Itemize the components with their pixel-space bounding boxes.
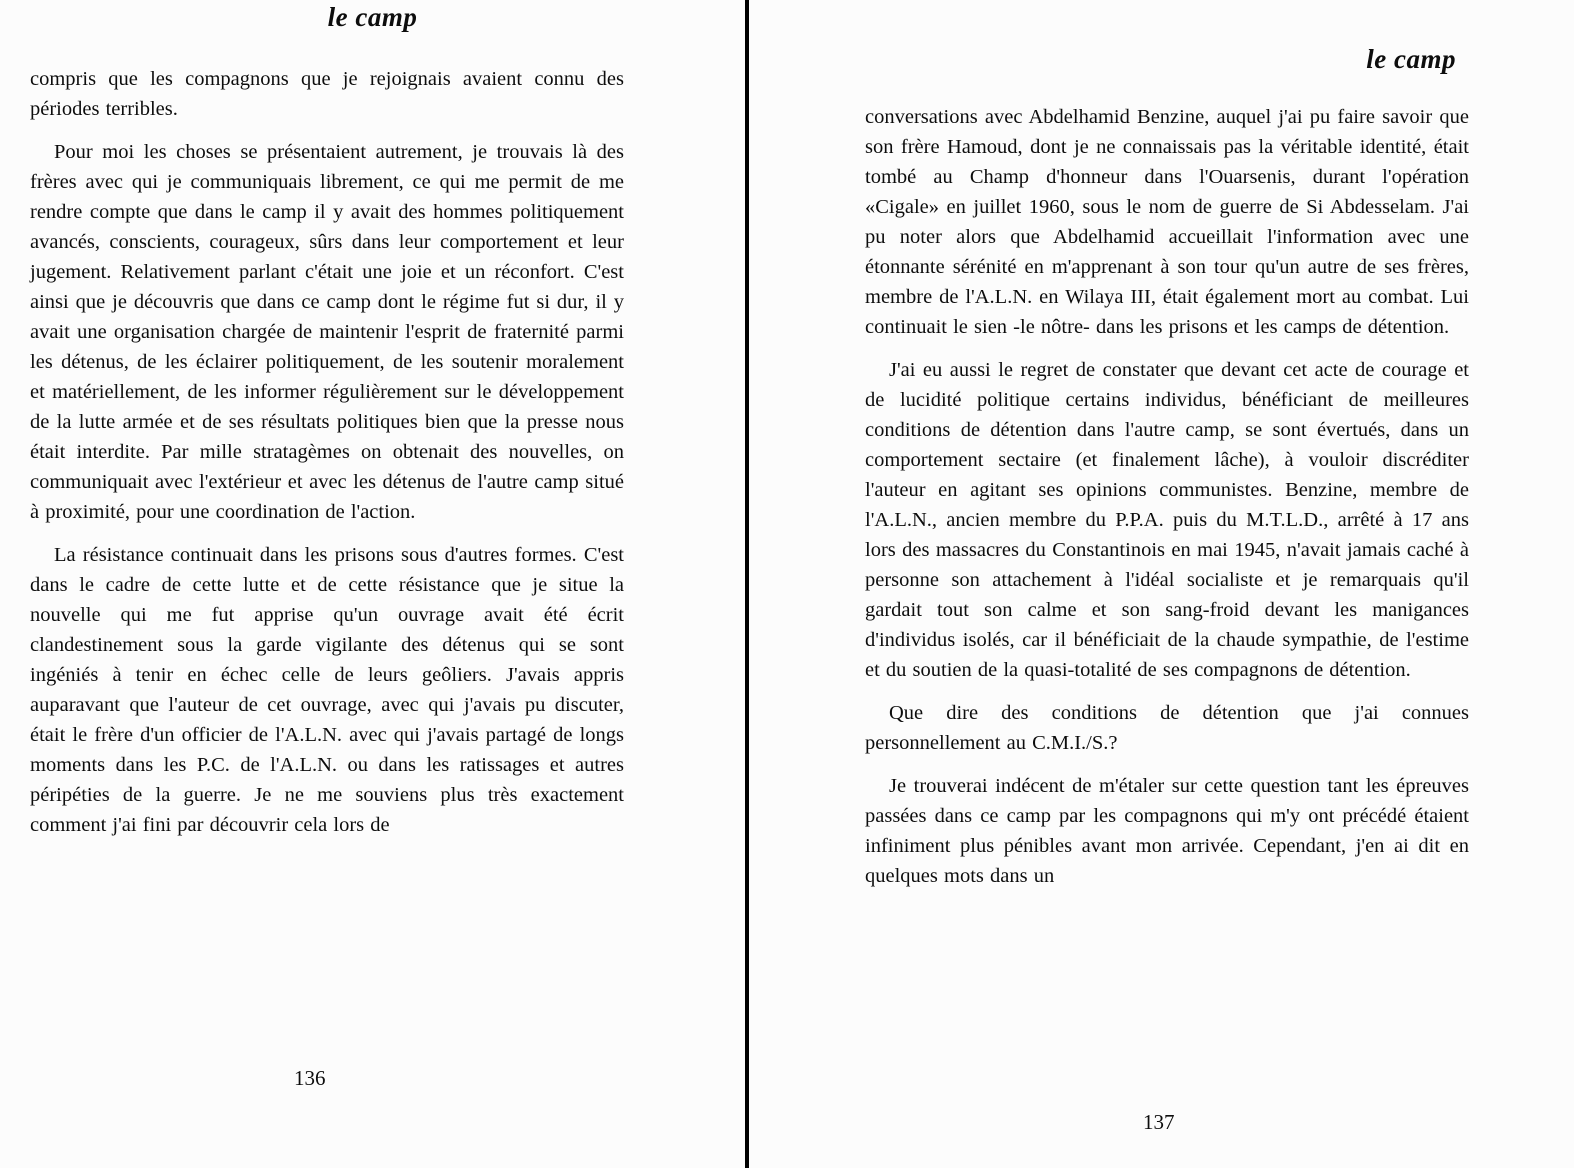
paragraph: Je trouverai indécent de m'étaler sur cette question tant les épreuves passées dans ce camp par les compagnons qui m'y ont précédé étaient infiniment plus pénibles avant mon arrivée. Cependant, j'en ai dit en quelques mots dans un — [865, 775, 1469, 887]
paragraph: La résistance continuait dans les prisons sous d'autres formes. C'est dans le cadre de cette lutte et de cette résistance que je situe la nouvelle qui me fut apprise qu'un ouvrage avait été écrit clandestinement sous la garde vigilante des détenus qui se sont ingéniés à tenir en échec celle de leurs geôliers. J'avais appris auparavant que l'auteur de cet ouvrage, avec qui j'avais pu discuter, était le frère d'un officier de l'A.L.N. avec qui j'avais partagé de longs moments dans les P.C. de l'A.L.N. ou dans les ratissages et autres péripéties de la guerre. Je ne me souviens plus très exactement comment j'ai fini par découvrir cela lors de — [30, 544, 624, 836]
page-number-right: 137 — [1143, 1110, 1175, 1134]
running-header-right: le camp — [1366, 44, 1456, 74]
paragraph: J'ai eu aussi le regret de constater que devant cet acte de courage et de lucidité politique certains individus, bénéficiant de meilleures conditions de détention dans l'autre camp, se sont évertués, dans un comportement sectaire (et finalement lâche), à vouloir discréditer l'auteur en agitant ses opinions communistes. Benzine, membre de l'A.L.N., ancien membre du P.P.A. puis du M.T.L.D., arrêté à 17 ans lors des massacres du Constantinois en mai 1945, n'avait jamais caché à personne son attachement à l'idéal socialiste et je remarquais qu'il gardait tout son calme et son sang-froid devant les manigances d'individus isolés, car il bénéficiait de la chaude sympathie, de l'estime et du soutien de la quasi-totalité de ses compagnons de détention. — [865, 359, 1469, 681]
page-text-right — [865, 102, 1469, 891]
page-gutter-divider — [745, 0, 749, 1168]
paragraph: Pour moi les choses se présentaient autrement, je trouvais là des frères avec qui je communiquais librement, ce qui me permit de me rendre compte que dans le camp il y avait des hommes politiquement avancés, conscients, courageux, sûrs dans leur comportement et leur jugement. Relativement parlant c'était une joie et un réconfort. C'est ainsi que je découvris que dans ce camp dont le régime fut si dur, il y avait une organisation chargée de maintenir l'esprit de fraternité parmi les détenus, de les éclairer politiquement, de les soutenir moralement et matériellement, de les informer régulièrement sur le développement de la lutte armée et de ses résultats politiques bien que la presse nous était interdite. Par mille stratagèmes on obtenait des nouvelles, on communiquait avec l'extérieur et avec les détenus de l'autre camp situé à proximité, pour une coordination de l'action. — [30, 141, 624, 523]
book-page-right — [753, 0, 1574, 1168]
page-text-left — [30, 64, 624, 840]
paragraph: compris que les compagnons que je rejoignais avaient connu des périodes terribles. — [30, 68, 624, 120]
paragraph: Que dire des conditions de détention que j'ai connues personnellement au C.M.I./S.? — [865, 702, 1469, 754]
page-number-left: 136 — [294, 1066, 326, 1090]
running-header-left: le camp — [327, 2, 418, 32]
book-page-left — [0, 0, 745, 1168]
paragraph: conversations avec Abdelhamid Benzine, auquel j'ai pu faire savoir que son frère Hamoud, dont je ne connaissais pas la véritable identité, était tombé au Champ d'honneur dans l'Ouarsenis, durant l'opération «Cigale» en juillet 1960, sous le nom de guerre de Si Abdesselam. J'ai pu noter alors que Abdelhamid accueillait l'information avec une étonnante sérénité en m'apprenant à son tour qu'un autre de ses frères, membre de l'A.L.N. en Wilaya III, était également mort au combat. Lui continuait le sien -le nôtre- dans les prisons et les camps de détention. — [865, 106, 1469, 338]
